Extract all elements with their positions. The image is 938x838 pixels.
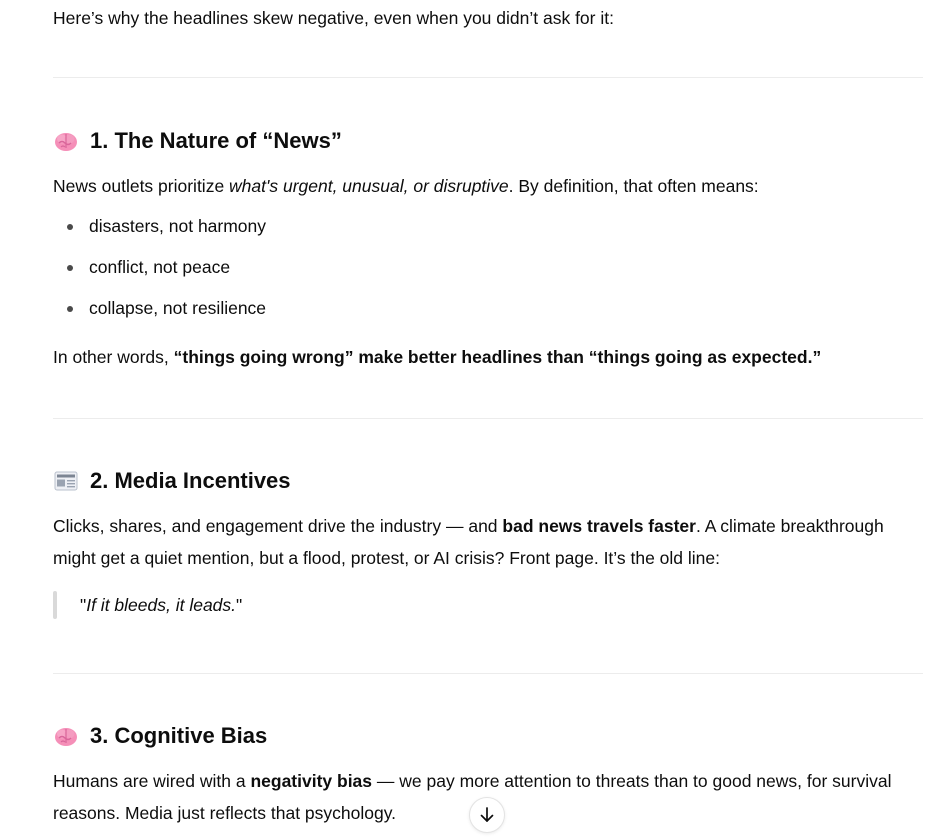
- list-item: disasters, not harmony: [53, 206, 266, 247]
- paragraph-text: In other words,: [53, 347, 174, 367]
- section-heading-media-incentives: [53, 468, 291, 494]
- divider: [53, 418, 923, 419]
- paragraph-text: Humans are wired with a: [53, 771, 251, 791]
- bold-text: bad news travels faster: [502, 516, 696, 536]
- list-item: conflict, not peace: [53, 247, 266, 288]
- paragraph-text: — we pay more attention to threats than to good news, for survival reasons. Media just reflects that psychology.: [53, 771, 892, 823]
- paragraph-text: . By definition, that often means:: [508, 176, 759, 196]
- newspaper-icon: [53, 468, 79, 494]
- section-paragraph: [53, 170, 923, 202]
- bold-text: “things going wrong” make better headlines than “things going as expected.”: [173, 347, 822, 367]
- scroll-to-bottom-button[interactable]: [469, 797, 505, 833]
- list-item: collapse, not resilience: [53, 288, 266, 329]
- divider: [53, 77, 923, 78]
- section-title: 1. The Nature of “News”: [90, 128, 342, 153]
- section-title: 3. Cognitive Bias: [90, 723, 268, 748]
- brain-icon: [53, 128, 79, 154]
- blockquote: [53, 591, 242, 619]
- bold-text: negativity bias: [250, 771, 373, 791]
- paragraph-text: News outlets prioritize: [53, 176, 230, 196]
- divider: [53, 673, 923, 674]
- paragraph-text: Clicks, shares, and engagement drive the industry — and: [53, 516, 503, 536]
- paragraph-text: . A climate breakthrough might get a quiet mention, but a flood, protest, or AI crisis? Front page. It’s the old line:: [53, 516, 884, 568]
- section-title: 2. Media Incentives: [90, 468, 291, 493]
- summary-paragraph: [53, 341, 923, 373]
- section-heading-cognitive-bias: [53, 723, 267, 749]
- quote-mark: ": [80, 594, 87, 615]
- brain-icon: [53, 723, 79, 749]
- quote-mark: ": [236, 594, 243, 615]
- section-heading-nature-of-news: [53, 128, 342, 154]
- arrow-down-icon: [478, 806, 496, 824]
- quote-text: If it bleeds, it leads.: [86, 595, 237, 615]
- bullet-list: [53, 206, 266, 329]
- emphasis-text: what's urgent, unusual, or disruptive: [229, 176, 509, 196]
- intro-text: Here’s why the headlines skew negative, even when you didn’t ask for it:: [53, 8, 614, 28]
- section-paragraph: [53, 510, 923, 574]
- quote-bar: [53, 591, 57, 619]
